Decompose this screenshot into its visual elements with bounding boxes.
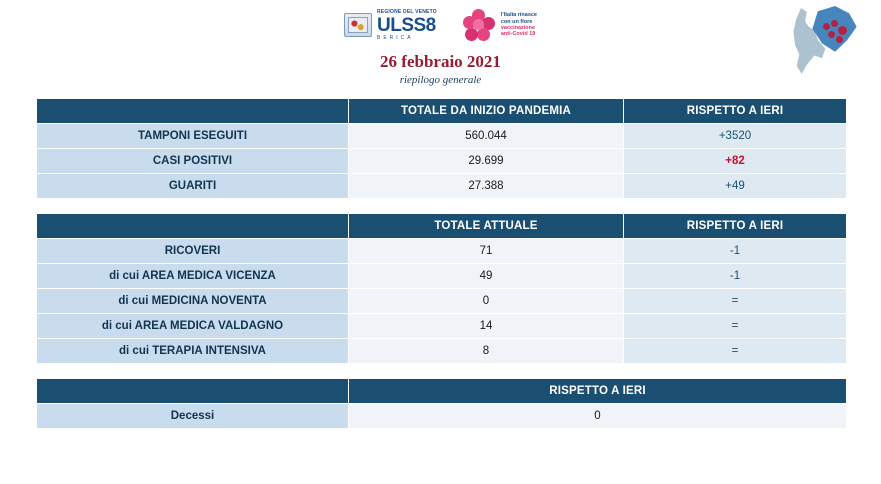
veneto-crest-icon: [344, 13, 372, 37]
row-value: 0: [349, 404, 846, 428]
row-total: 0: [349, 289, 623, 313]
row-label: Decessi: [37, 404, 348, 428]
table-row: [37, 124, 846, 148]
row-total: 14: [349, 314, 623, 338]
row-delta: +82: [624, 149, 846, 173]
table-spacer: [36, 364, 845, 378]
row-label: di cui TERAPIA INTENSIVA: [37, 339, 348, 363]
table-header-row: [37, 214, 846, 238]
table-spacer: [36, 199, 845, 213]
row-total: 8: [349, 339, 623, 363]
table-header-row: [37, 99, 846, 123]
row-label: RICOVERI: [37, 239, 348, 263]
row-label: di cui AREA MEDICA VALDAGNO: [37, 314, 348, 338]
logo-vaccination-campaign: [463, 9, 537, 41]
case-dots-icon: [823, 20, 849, 46]
vaccine-line-4: anti-Covid 19: [500, 31, 536, 38]
row-label: di cui MEDICINA NOVENTA: [37, 289, 348, 313]
vaccine-line-1: l'Italia rinasce: [500, 12, 537, 19]
row-delta: +49: [624, 174, 846, 198]
logo-bar: [0, 0, 881, 44]
table-row: [37, 149, 846, 173]
report-subtitle: riepilogo generale: [399, 74, 482, 86]
row-label: TAMPONI ESEGUITI: [37, 124, 348, 148]
logo-ulss-sub: BERICA: [377, 34, 414, 41]
report-date: 26 febbraio 2021: [380, 52, 501, 71]
logo-regione-label: REGIONE DEL VENETO: [377, 9, 437, 16]
table3-header-1: RISPETTO A IERI: [349, 379, 846, 403]
flower-icon: [463, 9, 495, 41]
table2-header-2: RISPETTO A IERI: [624, 214, 846, 238]
table-row: [37, 289, 846, 313]
table-row: [37, 404, 846, 428]
row-delta: +3520: [624, 124, 846, 148]
row-delta: =: [624, 314, 846, 338]
logo-ulss-name: ULSS8: [377, 14, 436, 36]
row-delta: =: [624, 289, 846, 313]
table-current-hospitalizations: [36, 213, 847, 364]
report-tables: [0, 98, 881, 429]
row-delta: -1: [624, 264, 846, 288]
row-total: 27.388: [349, 174, 623, 198]
table2-header-1: TOTALE ATTUALE: [349, 214, 623, 238]
row-label: di cui AREA MEDICA VICENZA: [37, 264, 348, 288]
table-row: [37, 174, 846, 198]
table-pandemic-totals: [36, 98, 847, 199]
vaccine-line-3: vaccinazione: [500, 25, 536, 31]
vaccine-line-2: con un fiore: [500, 18, 533, 25]
table1-header-1: TOTALE DA INIZIO PANDEMIA: [349, 99, 623, 123]
row-total: 71: [349, 239, 623, 263]
row-delta: =: [624, 339, 846, 363]
row-label: GUARITI: [37, 174, 348, 198]
row-total: 29.699: [349, 149, 623, 173]
row-total: 49: [349, 264, 623, 288]
table2-header-0: [37, 214, 348, 238]
table-row: [37, 239, 846, 263]
table3-header-0: [37, 379, 348, 403]
table1-header-0: [37, 99, 348, 123]
table-header-row: [37, 379, 846, 403]
row-delta: -1: [624, 239, 846, 263]
table-row: [37, 339, 846, 363]
table-row: [37, 314, 846, 338]
table-row: [37, 264, 846, 288]
row-total: 560.044: [349, 124, 623, 148]
logo-ulss8-berica: [344, 9, 437, 40]
page-header: [0, 0, 881, 92]
row-label: CASI POSITIVI: [37, 149, 348, 173]
table1-header-2: RISPETTO A IERI: [624, 99, 846, 123]
veneto-map-illustration: [783, 0, 873, 82]
table-deaths: [36, 378, 847, 429]
